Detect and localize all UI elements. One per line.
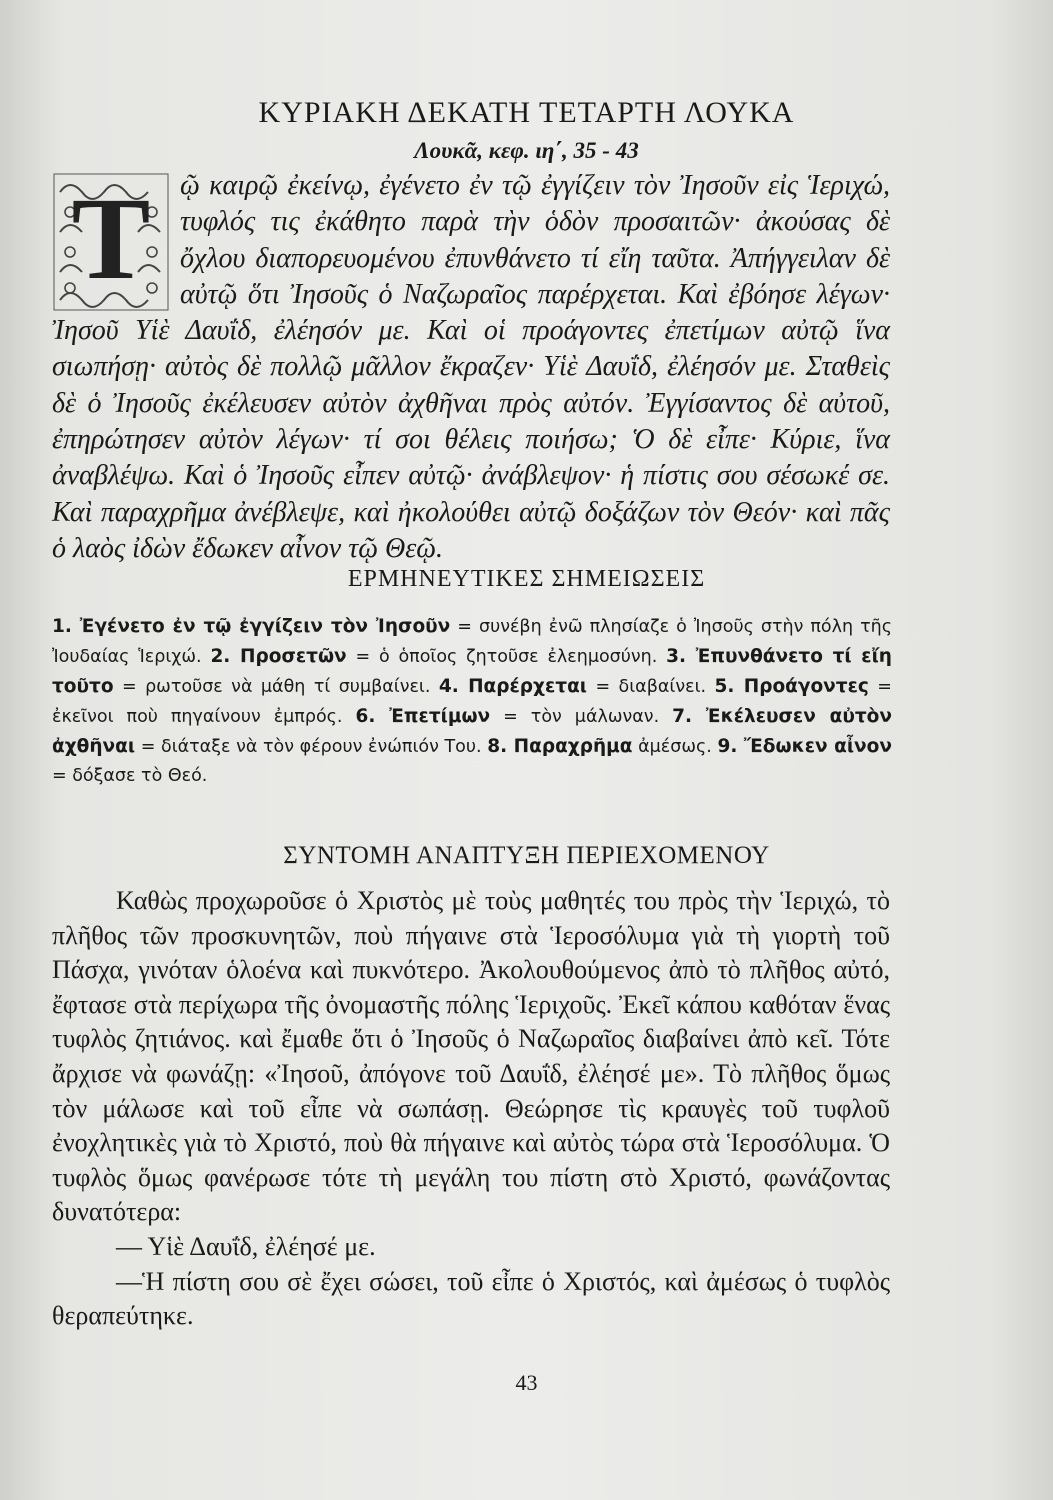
notes-block [52, 612, 892, 791]
dialog-line: — Υἱὲ Δαυΐδ, ἐλέησέ με. [116, 1231, 376, 1261]
note-item: 2. Προσετῶν = ὁ ὁποῖος ζητοῦσε ἐλεημοσύνη. [210, 646, 658, 667]
note-item: 3. Ἐπυνθάνετο τί εἴη τοῦτο = ρωτοῦσε νὰ μάθη τί συμβαίνει. [52, 646, 892, 697]
ornamental-drop-cap [52, 172, 170, 312]
gospel-text-block [52, 168, 890, 567]
page-title: ΚΥΡΙΑΚΗ ΔΕΚΑΤΗ ΤΕΤΑΡΤΗ ΛΟΥΚΑ [258, 96, 795, 129]
note-item: 9. Ἔδωκεν αἶνον = δόξασε τὸ Θεό. [52, 736, 892, 786]
drop-cap-letter: Τ [71, 173, 151, 304]
scripture-reference: Λουκᾶ, κεφ. ιη΄, 35 - 43 [414, 138, 639, 163]
note-item: 4. Παρέρχεται = διαβαίνει. [438, 676, 707, 697]
page-number: 43 [515, 1370, 538, 1395]
summary-heading: ΣΥΝΤΟΜΗ ΑΝΑΠΤΥΞΗ ΠΕΡΙΕΧΟΜΕΝΟΥ [283, 842, 770, 869]
note-item: 1. Ἐγένετο ἐν τῷ ἐγγίζειν τὸν Ἰησοῦν = συνέβη ἐνῶ πλησίαζε ὁ Ἰησοῦς στὴν πόλη τῆς Ἰουδαίας Ἱεριχώ. [52, 616, 892, 667]
dialog-line: —Ἡ πίστη σου σὲ ἔχει σώσει, τοῦ εἶπε ὁ Χριστός, καὶ ἀμέσως ὁ τυφλὸς θεραπεύτηκε. [52, 1266, 890, 1331]
notes-heading: ΕΡΜΗΝΕΥΤΙΚΕΣ ΣΗΜΕΙΩΣΕΙΣ [347, 566, 706, 592]
note-item: 8. Παραχρῆμα ἀμέσως. [487, 736, 712, 757]
note-item: 6. Ἐπετίμων = τὸν μάλωναν. [355, 706, 660, 727]
summary-block [52, 884, 890, 1334]
note-item: 7. Ἐκέλευσεν αὐτὸν ἀχθῆναι = διάταξε νὰ τὸν φέρουν ἐνώπιόν Του. [52, 706, 892, 757]
gospel-paragraph: ῷ καιρῷ ἐκείνῳ, ἐγένετο ἐν τῷ ἐγγίζειν τὸν Ἰησοῦν εἰς Ἱεριχώ, τυφλός τις ἐκάθητο παρὰ τὴν ὁδὸν προσαιτῶν· ἀκούσας δὲ ὄχλου διαπορευομένου ἐπυνθάνετο τί εἴη ταῦτα. Ἀπήγγειλαν δὲ αὐτῷ ὅτι Ἰησοῦς ὁ Ναζωραῖος παρέρχεται. Καὶ ἐβόησε λέγων· Ἰησοῦ Υἱὲ Δαυΐδ, ἐλέησόν με. Καὶ οἱ προάγοντες ἐπετίμων αὐτῷ ἵνα σιωπήσῃ· αὐτὸς δὲ πολλῷ μᾶλλον ἔκραζεν· Υἱὲ Δαυΐδ, ἐλέησόν με. Σταθεὶς δὲ ὁ Ἰησοῦς ἐκέλευσεν αὐτὸν ἀχθῆναι πρὸς αὐτόν. Ἐγγίσαντος δὲ αὐτοῦ, ἐπηρώτησεν αὐτὸν λέγων· τί σοι θέλεις ποιήσω; Ὁ δὲ εἶπε· Κύριε, ἵνα ἀναβλέψω. Καὶ ὁ Ἰησοῦς εἶπεν αὐτῷ· ἀνάβλεψον· ἡ πίστις σου σέσωκέ σε. Καὶ παραχρῆμα ἀνέβλεψε, καὶ ἠκολούθει αὐτῷ δοξάζων τὸν Θεόν· καὶ πᾶς ὁ λαὸς ἰδὼν ἔδωκεν αἶνον τῷ Θεῷ. [52, 170, 890, 564]
note-item: 5. Προάγοντες = ἐκεῖνοι ποὺ πηγαίνουν ἐμπρός. [52, 676, 892, 727]
summary-paragraph: Καθὼς προχωροῦσε ὁ Χριστὸς μὲ τοὺς μαθητές του πρὸς τὴν Ἱεριχώ, τὸ πλῆθος τῶν προσκυνητῶν, ποὺ πήγαινε στὰ Ἱεροσόλυμα γιὰ τὴ γιορτὴ τοῦ Πάσχα, γινόταν ὁλοένα καὶ πυκνότερο. Ἀκολουθούμενος ἀπὸ τὸ πλῆθος αὐτό, ἔφτασε στὰ περίχωρα τῆς ὀνομαστῆς πόλης Ἱεριχοῦς. Ἐκεῖ κάπου καθόταν ἕνας τυφλὸς ζητιάνος. καὶ ἔμαθε ὅτι ὁ Ἰησοῦς ὁ Ναζωραῖος διαβαίνει ἀπὸ κεῖ. Τότε ἄρχισε νὰ φωνάζῃ: «Ἰησοῦ, ἀπόγονε τοῦ Δαυΐδ, ἐλέησέ με». Τὸ πλῆθος ὅμως τὸν μάλωσε καὶ τοῦ εἶπε νὰ σωπάσῃ. Θεώρησε τὶς κραυγὲς τοῦ τυφλοῦ ἐνοχλητικὲς γιὰ τὸ Χριστό, ποὺ θὰ πήγαινε καὶ αὐτὸς τώρα στὰ Ἱεροσόλυμα. Ὁ τυφλὸς ὅμως φανέρωσε τότε τὴ μεγάλη του πίστη στὸ Χριστό, φωνάζοντας δυνατότερα: [52, 886, 890, 1227]
